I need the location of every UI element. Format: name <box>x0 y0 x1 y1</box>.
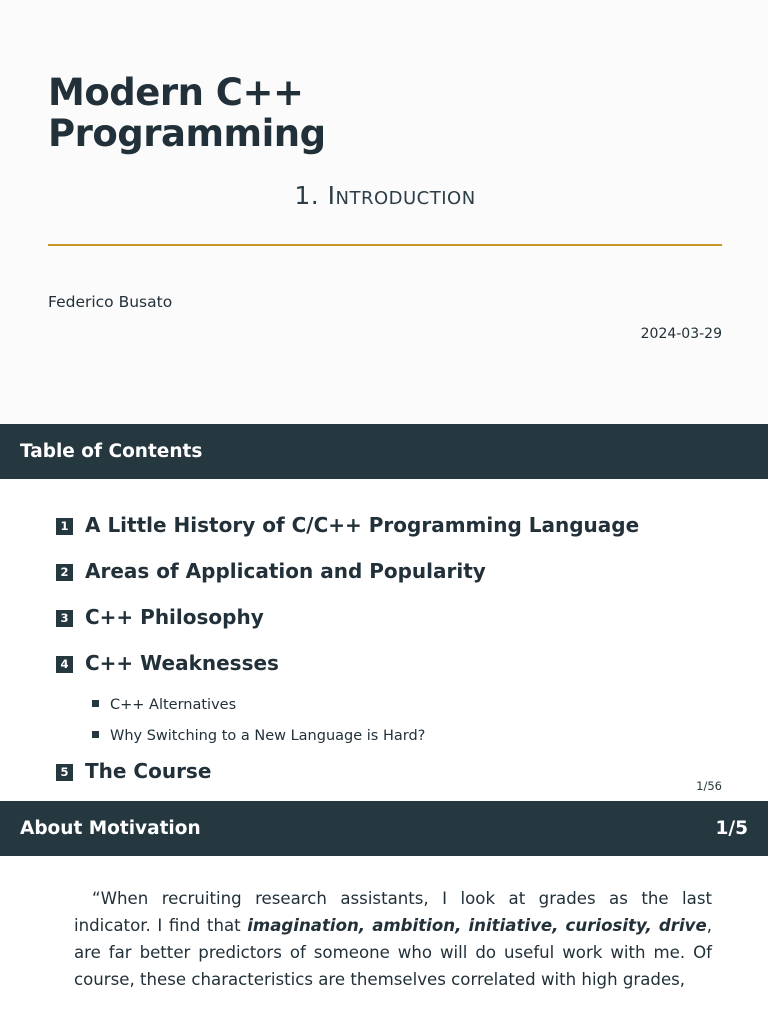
title-divider <box>48 244 722 246</box>
slide-header-bar <box>0 801 768 856</box>
table-of-contents <box>0 479 768 801</box>
section-number: 1. <box>294 181 320 210</box>
author-name: Federico Busato <box>48 293 173 311</box>
slide-header-title: About Motivation <box>20 818 201 839</box>
toc-item-label: A Little History of C/C++ Programming Language <box>85 513 640 537</box>
toc-item-label: C++ Philosophy <box>85 605 264 629</box>
square-bullet-icon <box>92 731 99 738</box>
toc-header-label: Table of Contents <box>20 441 203 462</box>
quote-part-2: , are far better predictors of someone who will do useful work with me. Of course, these characteristics are themselves correlated with high grades, <box>74 915 712 989</box>
toc-subitem[interactable] <box>92 697 722 713</box>
toc-item-number: 2 <box>56 564 73 581</box>
quote-slide-body <box>0 856 768 994</box>
toc-item[interactable] <box>56 559 722 583</box>
quote-text <box>74 886 712 994</box>
section-title: Introduction <box>327 181 476 210</box>
toc-subitem[interactable] <box>92 728 722 744</box>
date-label: 2024-03-29 <box>640 326 722 342</box>
toc-subitem-label: Why Switching to a New Language is Hard? <box>110 728 426 744</box>
toc-item-label: The Course <box>85 759 212 783</box>
page-number: 1/56 <box>696 779 722 793</box>
toc-subitem-label: C++ Alternatives <box>110 697 237 713</box>
quote-emphasis: imagination, ambition, initiative, curiosity, drive <box>247 915 707 935</box>
page-title: Modern C++ Programming <box>48 71 326 156</box>
toc-item-label: C++ Weaknesses <box>85 651 279 675</box>
toc-item[interactable] <box>56 759 722 783</box>
toc-header-bar <box>0 424 768 479</box>
toc-item[interactable] <box>56 605 722 629</box>
title-slide <box>0 0 768 424</box>
toc-item[interactable] <box>56 651 722 675</box>
section-subtitle <box>48 181 722 210</box>
slide-counter: 1/5 <box>715 818 748 839</box>
toc-item-number: 1 <box>56 518 73 535</box>
quote-part-1: “When recruiting research assistants, I look at grades as the last indicator. I find that <box>74 889 712 935</box>
square-bullet-icon <box>92 700 99 707</box>
toc-item-number: 5 <box>56 764 73 781</box>
toc-item-label: Areas of Application and Popularity <box>85 559 486 583</box>
toc-item-number: 4 <box>56 656 73 673</box>
toc-item[interactable] <box>56 513 722 537</box>
toc-item-number: 3 <box>56 610 73 627</box>
